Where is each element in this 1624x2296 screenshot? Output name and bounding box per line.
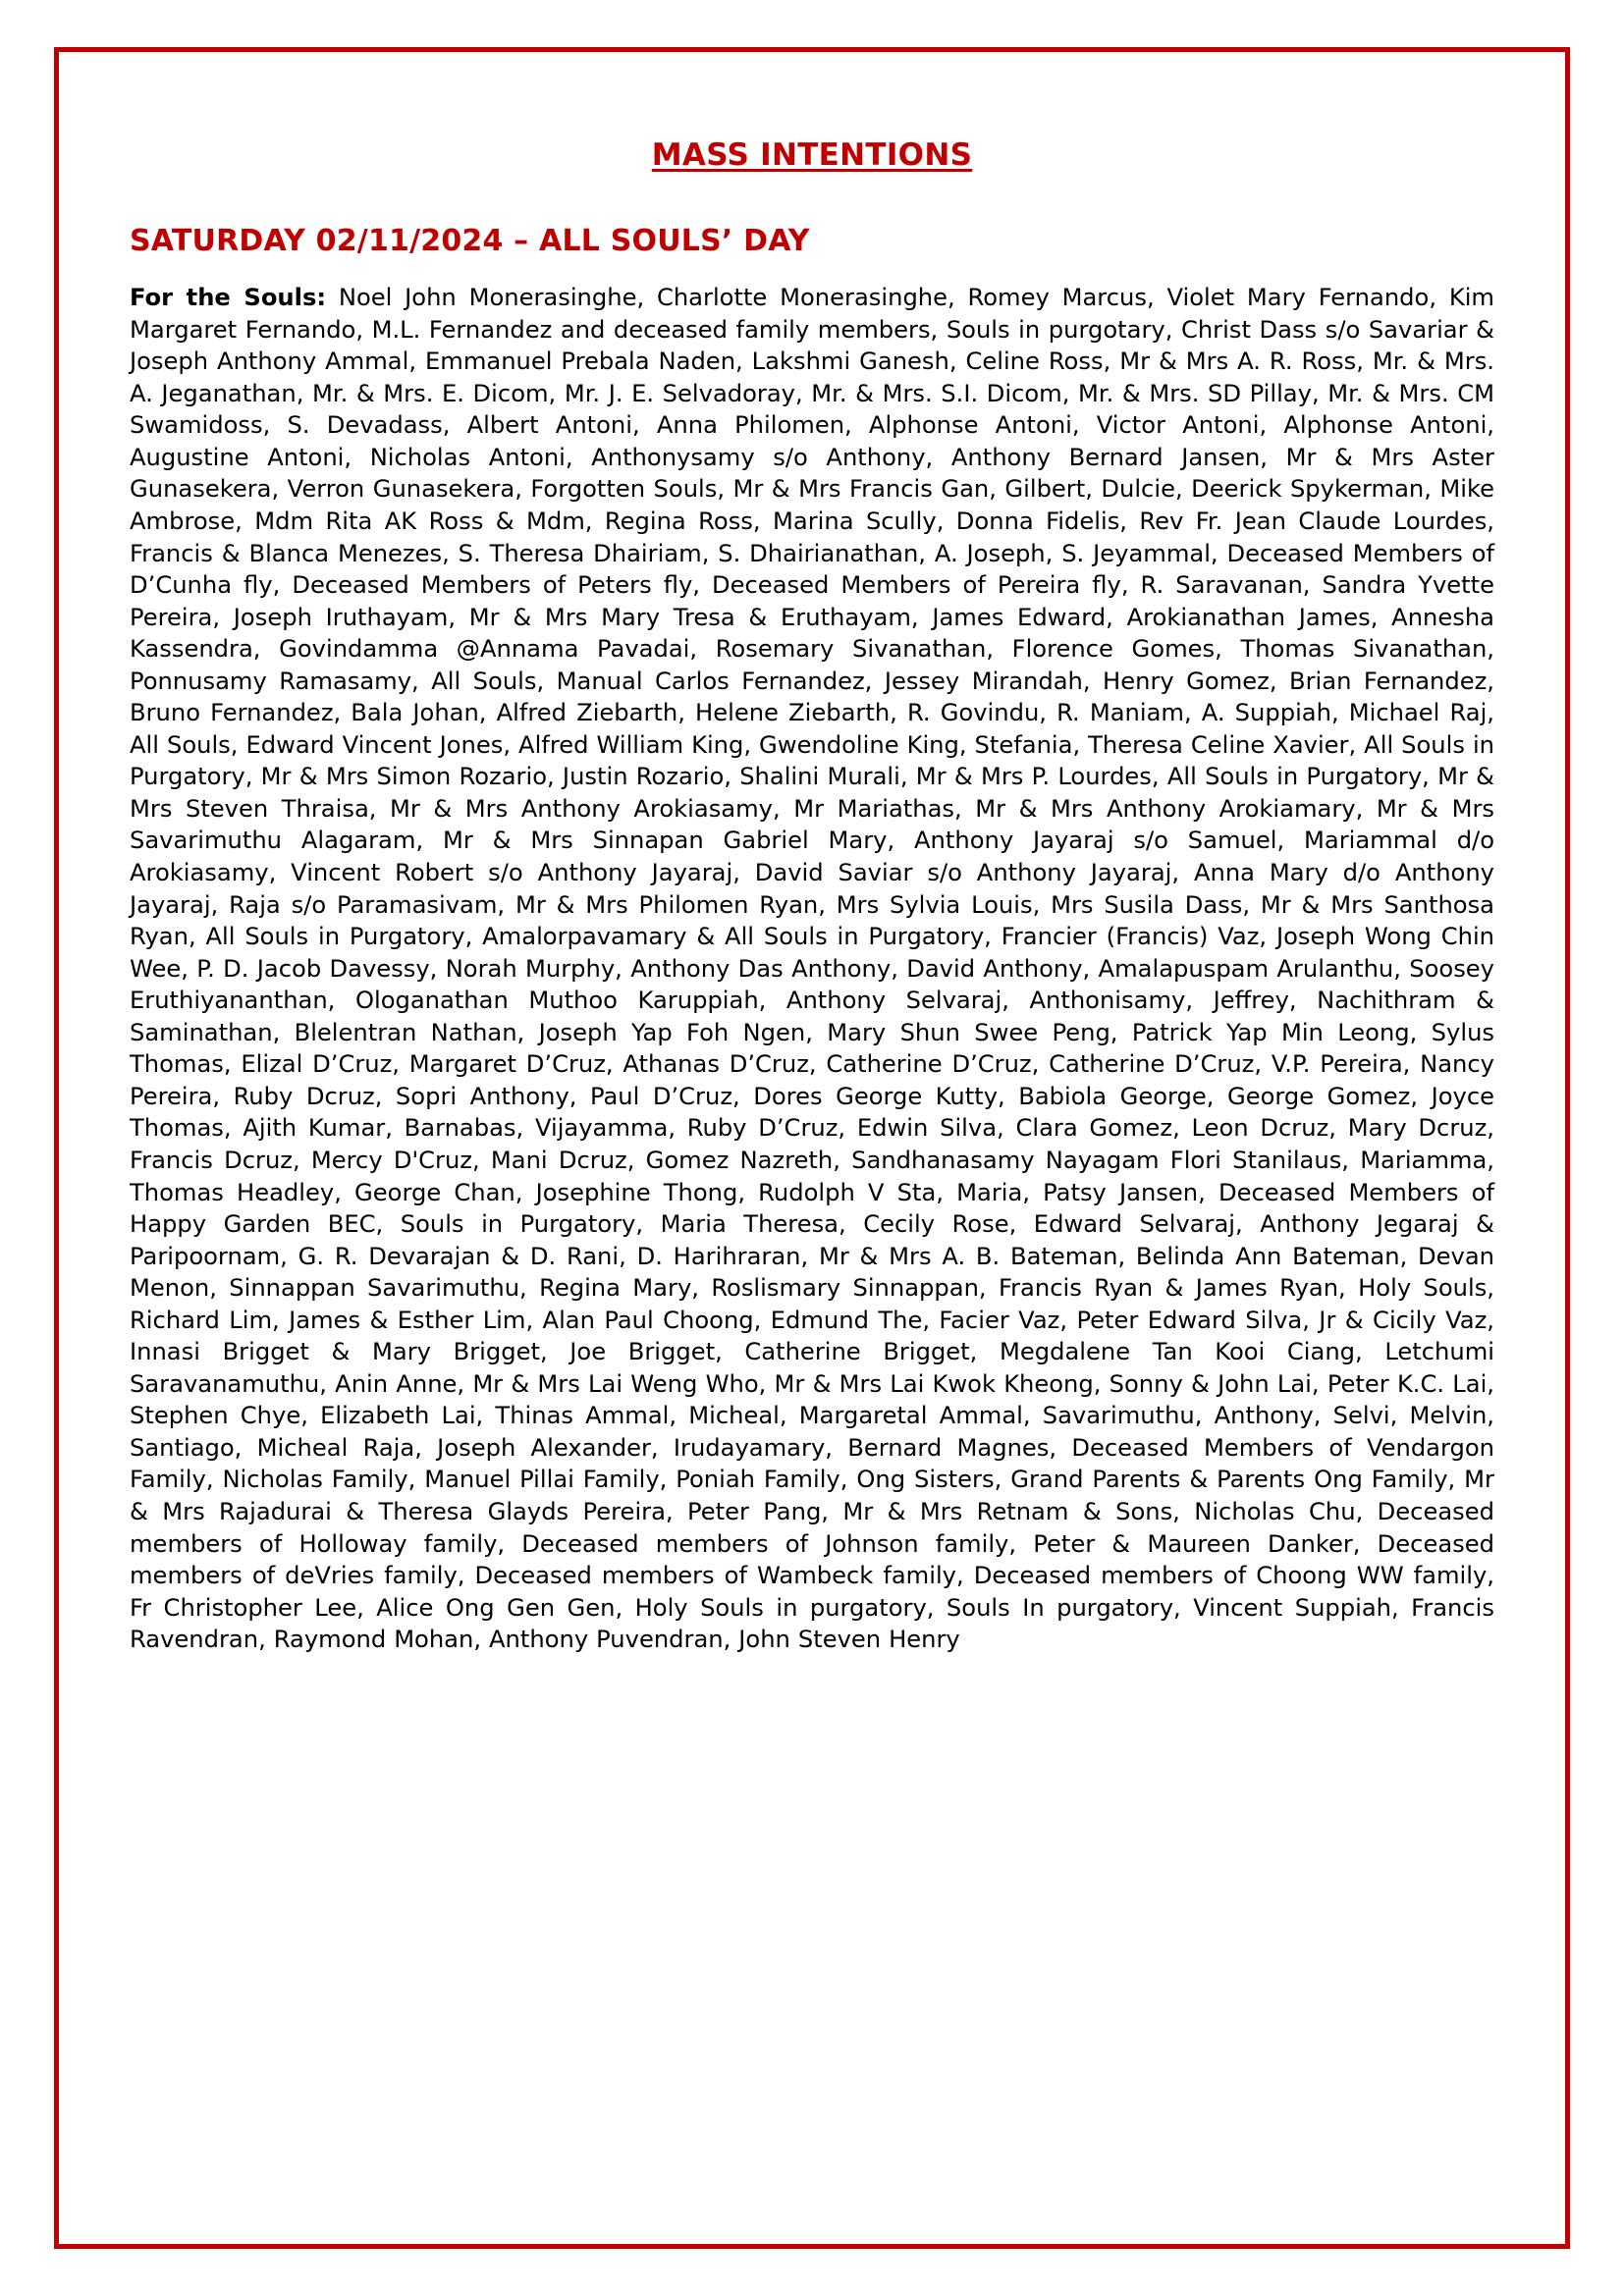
souls-names-text: Noel John Monerasinghe, Charlotte Monerasinghe, Romey Marcus, Violet Mary Fernando, Kim Margaret Fernando, M.L. Fernandez and deceased family members, Souls in purgotary, Christ Dass s/o Savariar & Joseph Anthony Ammal, Emmanuel Prebala Naden, Lakshmi Ganesh, Celine Ross, Mr & Mrs A. R. Ross, Mr. & Mrs. A. Jeganathan, Mr. & Mrs. E. Dicom, Mr. J. E. Selvadoray, Mr. & Mrs. S.I. Dicom, Mr. & Mrs. SD Pillay, Mr. & Mrs. CM Swamidoss, S. Devadass, Albert Antoni, Anna Philomen, Alphonse Antoni, Victor Antoni, Alphonse Antoni, Augustine Antoni, Nicholas Antoni, Anthonysamy s/o Anthony, Anthony Bernard Jansen, Mr & Mrs Aster Gunasekera, Verron Gunasekera, Forgotten Souls, Mr & Mrs Francis Gan, Gilbert, Dulcie, Deerick Spykerman, Mike Ambrose, Mdm Rita AK Ross & Mdm, Regina Ross, Marina Scully, Donna Fidelis, Rev Fr. Jean Claude Lourdes, Francis & Blanca Menezes, S. Theresa Dhairiam, S. Dhairianathan, A. Joseph, S. Jeyammal, Deceased Members of D’Cunha fly, Deceased Members of Peters fly, Deceased Members of Pereira fly, R. Saravanan, Sandra Yvette Pereira, Joseph Iruthayam, Mr & Mrs Mary Tresa & Eruthayam, James Edward, Arokianathan James, Annesha Kassendra, Govindamma @Annama Pavadai, Rosemary Sivanathan, Florence Gomes, Thomas Sivanathan, Ponnusamy Ramasamy, All Souls, Manual Carlos Fernandez, Jessey Mirandah, Henry Gomez, Brian Fernandez, Bruno Fernandez, Bala Johan, Alfred Ziebarth, Helene Ziebarth, R. Govindu, R. Maniam, A. Suppiah, Michael Raj, All Souls, Edward Vincent Jones, Alfred William King, Gwendoline King, Stefania, Theresa Celine Xavier, All Souls in Purgatory, Mr & Mrs Simon Rozario, Justin Rozario, Shalini Murali, Mr & Mrs P. Lourdes, All Souls in Purgatory, Mr & Mrs Steven Thraisa, Mr & Mrs Anthony Arokiasamy, Mr Mariathas, Mr & Mrs Anthony Arokiamary, Mr & Mrs Savarimuthu Alagaram, Mr & Mrs Sinnapan Gabriel Mary, Anthony Jayaraj s/o Samuel, Mariammal d/o Arokiasamy, Vincent Robert s/o Anthony Jayaraj, David Saviar s/o Anthony Jayaraj, Anna Mary d/o Anthony Jayaraj, Raja s/o Paramasivam, Mr & Mrs Philomen Ryan, Mrs Sylvia Louis, Mrs Susila Dass, Mr & Mrs Santhosa Ryan, All Souls in Purgatory, Amalorpavamary & All Souls in Purgatory, Francier (Francis) Vaz, Joseph Wong Chin Wee, P. D. Jacob Davessy, Norah Murphy, Anthony Das Anthony, David Anthony, Amalapuspam Arulanthu, Soosey Eruthiyananthan, Ologanathan Muthoo Karuppiah, Anthony Selvaraj, Anthonisamy, Jeffrey, Nachithram & Saminathan, Blelentran Nathan, Joseph Yap Foh Ngen, Mary Shun Swee Peng, Patrick Yap Min Leong, Sylus Thomas, Elizal D’Cruz, Margaret D’Cruz, Athanas D’Cruz, Catherine D’Cruz, Catherine D’Cruz, V.P. Pereira, Nancy Pereira, Ruby Dcruz, Sopri Anthony, Paul D’Cruz, Dores George Kutty, Babiola George, George Gomez, Joyce Thomas, Ajith Kumar, Barnabas, Vijayamma, Ruby D’Cruz, Edwin Silva, Clara Gomez, Leon Dcruz, Mary Dcruz, Francis Dcruz, Mercy D'Cruz, Mani Dcruz, Gomez Nazreth, Sandhanasamy Nayagam Flori Stanilaus, Mariamma, Thomas Headley, George Chan, Josephine Thong, Rudolph V Sta, Maria, Patsy Jansen, Deceased Members of Happy Garden BEC, Souls in Purgatory, Maria Theresa, Cecily Rose, Edward Selvaraj, Anthony Jegaraj & Paripoornam, G. R. Devarajan & D. Rani, D. Harihraran, Mr & Mrs A. B. Bateman, Belinda Ann Bateman, Devan Menon, Sinnappan Savarimuthu, Regina Mary, Roslismary Sinnappan, Francis Ryan & James Ryan, Holy Souls, Richard Lim, James & Esther Lim, Alan Paul Choong, Edmund The, Facier Vaz, Peter Edward Silva, Jr & Cicily Vaz, Innasi Brigget & Mary Brigget, Joe Brigget, Catherine Brigget, Megdalene Tan Kooi Ciang, Letchumi Saravanamuthu, Anin Anne, Mr & Mrs Lai Weng Who, Mr & Mrs Lai Kwok Kheong, Sonny & John Lai, Peter K.C. Lai, Stephen Chye, Elizabeth Lai, Thinas Ammal, Micheal, Margaretal Ammal, Savarimuthu, Anthony, Selvi, Melvin, Santiago, Micheal Raja, Joseph Alexander, Irudayamary, Bernard Magnes, Deceased Members of Vendargon Family, Nicholas Family, Manuel Pillai Family, Poniah Family, Ong Sisters, Grand Parents & Parents Ong Family, Mr & Mrs Rajadurai & Theresa Glayds Pereira, Peter Pang, Mr & Mrs Retnam & Sons, Nicholas Chu, Deceased members of Holloway family, Deceased members of Johnson family, Peter & Maureen Danker, Deceased members of deVries family, Deceased members of Wambeck family, Deceased members of Choong WW family, Fr Christopher Lee, Alice Ong Gen Gen, Holy Souls in purgatory, Souls In purgatory, Vincent Suppiah, Francis Ravendran, Raymond Mohan, Anthony Puvendran, John Steven Henry (130, 284, 1494, 1654)
section-heading-date: SATURDAY 02/11/2024 – ALL SOULS’ DAY (130, 224, 810, 258)
souls-list-paragraph (130, 282, 1494, 1656)
for-the-souls-label: For the Souls: (130, 284, 327, 312)
page-title: MASS INTENTIONS (651, 137, 973, 173)
document-content (130, 39, 1494, 1656)
